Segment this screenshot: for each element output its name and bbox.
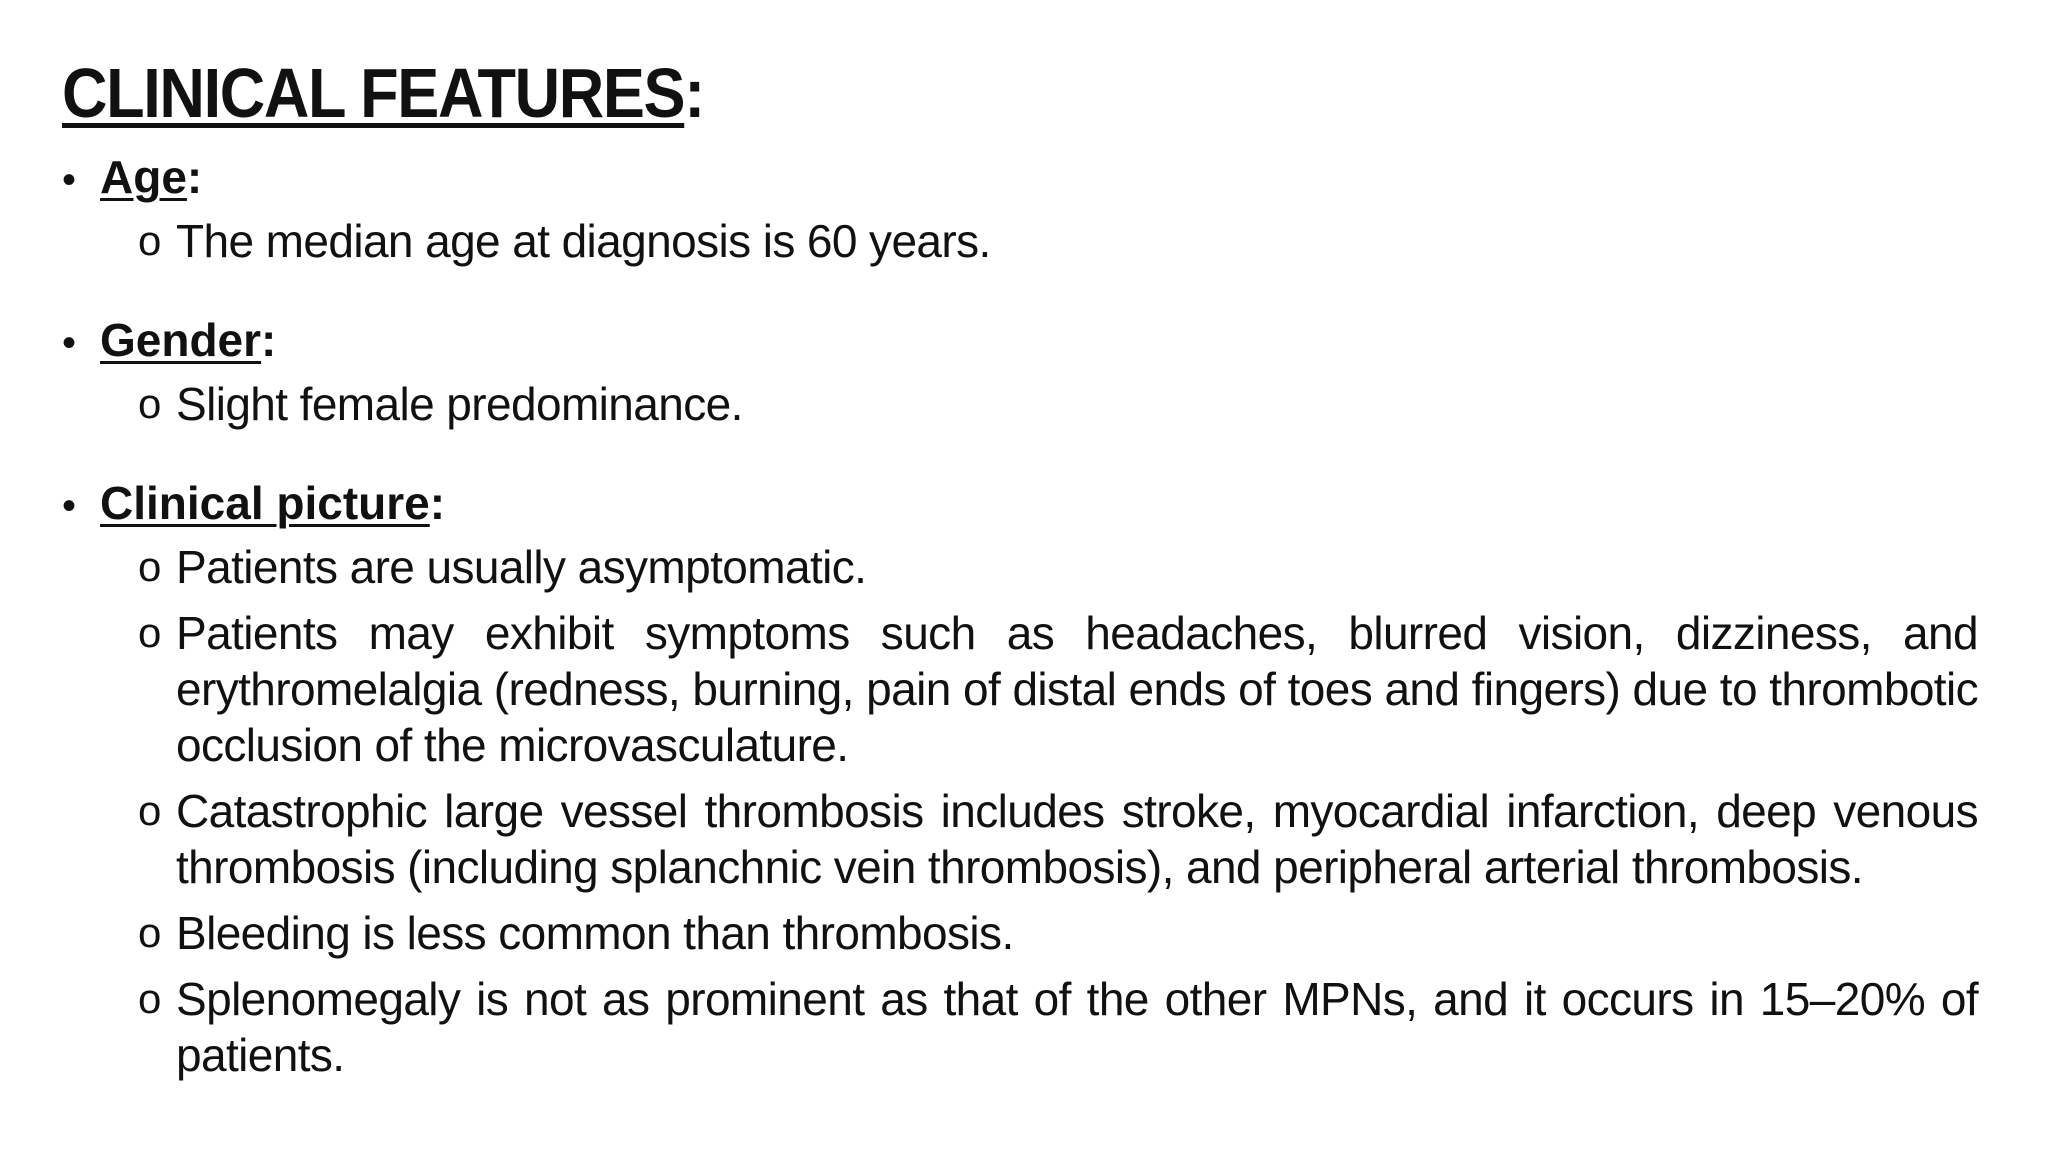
sub-bullet-marker: o xyxy=(138,543,162,590)
slide-title xyxy=(62,50,1795,136)
list-item xyxy=(138,376,1978,432)
title-text: CLINICAL FEATURES xyxy=(62,54,685,132)
list-item-text: Patients may exhibit symptoms such as headaches, blurred vision, dizziness, and erythromelalgia (redness, burning, pain of distal ends of toes and fingers) due to thrombotic occlusion of the microvasculature. xyxy=(176,607,1978,771)
bullet-marker: • xyxy=(62,484,77,528)
list-item-text: Patients are usually asymptomatic. xyxy=(176,541,867,593)
list-item-text: Splenomegaly is not as prominent as that of the other MPNs, and it occurs in 15–20% of patients. xyxy=(176,973,1978,1081)
sub-bullet-marker: o xyxy=(138,217,162,264)
section-age xyxy=(62,148,1988,269)
list-item-text: The median age at diagnosis is 60 years. xyxy=(176,215,991,267)
sub-list xyxy=(62,376,1978,432)
sub-bullet-marker: o xyxy=(138,975,162,1022)
section-heading xyxy=(62,148,1988,209)
bullet-marker: • xyxy=(62,321,77,365)
section-label-gender: Gender xyxy=(100,314,262,366)
sub-list xyxy=(62,213,1978,269)
section-label-age: Age xyxy=(100,151,187,203)
sub-list xyxy=(62,539,1978,1083)
list-item xyxy=(138,213,1978,269)
sub-bullet-marker: o xyxy=(138,609,162,656)
list-item xyxy=(138,539,1978,595)
section-clinical-picture xyxy=(62,474,1988,1083)
list-item xyxy=(138,905,1978,961)
sub-bullet-marker: o xyxy=(138,787,162,834)
section-heading xyxy=(62,474,1988,535)
title-colon: : xyxy=(684,54,704,132)
sub-bullet-marker: o xyxy=(138,380,162,427)
sub-bullet-marker: o xyxy=(138,909,162,956)
section-heading xyxy=(62,311,1988,372)
list-item-text: Catastrophic large vessel thrombosis includes stroke, myocardial infarction, deep venous thrombosis (including splanchnic vein thrombosis), and peripheral arterial thrombosis. xyxy=(176,785,1978,893)
list-item xyxy=(138,971,1978,1083)
list-item-text: Slight female predominance. xyxy=(176,378,743,430)
list-item xyxy=(138,783,1978,895)
section-colon: : xyxy=(261,314,277,366)
list-item xyxy=(138,605,1978,773)
bullet-marker: • xyxy=(62,158,77,202)
list-item-text: Bleeding is less common than thrombosis. xyxy=(176,907,1014,959)
section-colon: : xyxy=(186,151,203,203)
section-gender xyxy=(62,311,1988,432)
section-label-clinical-picture: Clinical picture xyxy=(100,477,430,529)
section-colon: : xyxy=(429,477,446,529)
